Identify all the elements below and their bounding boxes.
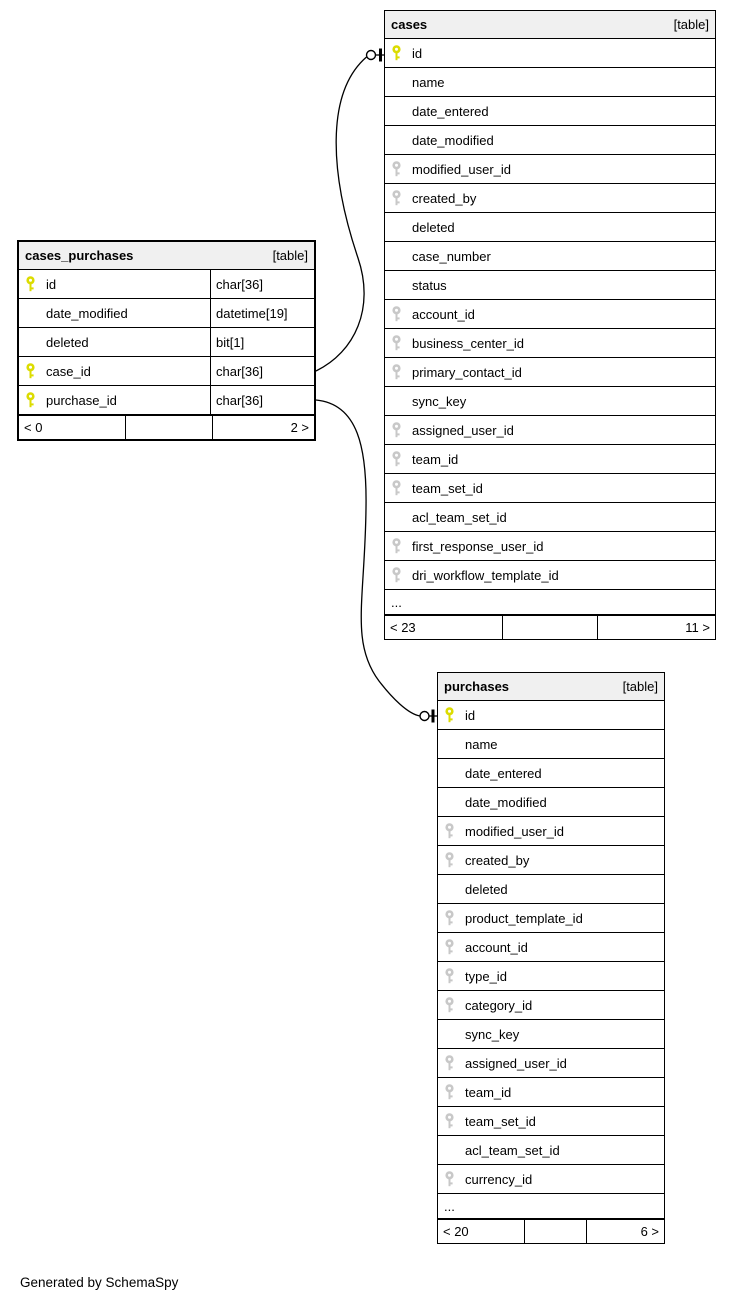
- column-rows: [19, 270, 314, 415]
- foreign-key-icon: [391, 422, 402, 438]
- column-name: first_response_user_id: [412, 538, 544, 554]
- column-name: acl_team_set_id: [465, 1142, 560, 1158]
- column-row-purchase_id: [19, 386, 314, 415]
- related-count-left: < 23: [390, 620, 416, 635]
- foreign-key-icon: [444, 852, 455, 868]
- key-icon-cell: [19, 363, 44, 379]
- column-name-cell: [438, 730, 664, 758]
- column-name-cell: [19, 299, 210, 327]
- table-name: cases_purchases: [25, 248, 134, 263]
- key-icon-cell: [438, 939, 463, 955]
- column-name-cell: [438, 1078, 664, 1106]
- column-name: id: [412, 45, 423, 61]
- foreign-key-icon: [391, 161, 402, 177]
- column-name: status: [412, 277, 447, 293]
- column-rows: [438, 701, 664, 1219]
- column-name: date_modified: [412, 132, 494, 148]
- column-name-cell: [438, 1020, 664, 1048]
- table-cases[interactable]: [384, 10, 716, 640]
- column-row-case_number: [385, 242, 715, 271]
- foreign-key-icon: [444, 823, 455, 839]
- key-icon-cell: [438, 852, 463, 868]
- column-row-account_id: [438, 933, 664, 962]
- column-name-cell: [438, 962, 664, 990]
- column-row-team_set_id: [438, 1107, 664, 1136]
- primary-key-icon: [25, 363, 36, 379]
- column-name-cell: [385, 184, 715, 212]
- table-header[interactable]: [385, 11, 715, 39]
- column-name-cell: [19, 328, 210, 356]
- key-icon-cell: [385, 364, 410, 380]
- column-name-cell: [385, 300, 715, 328]
- table-purchases[interactable]: [437, 672, 665, 1244]
- column-name-cell: [438, 846, 664, 874]
- column-row-currency_id: [438, 1165, 664, 1194]
- column-name-cell: [385, 39, 715, 67]
- footer-middle-cell: [524, 1220, 586, 1243]
- column-row-first_response_user_id: [385, 532, 715, 561]
- column-name-cell: [19, 357, 210, 385]
- column-name: date_entered: [412, 103, 489, 119]
- key-icon-cell: [438, 1171, 463, 1187]
- column-row-acl_team_set_id: [438, 1136, 664, 1165]
- column-name-cell: [385, 271, 715, 299]
- key-icon-cell: [385, 567, 410, 583]
- column-name-cell: [385, 416, 715, 444]
- column-row-id: [438, 701, 664, 730]
- zero-cardinality-icon: [420, 712, 429, 721]
- key-icon-cell: [438, 1084, 463, 1100]
- foreign-key-icon: [391, 451, 402, 467]
- column-name: deleted: [412, 219, 455, 235]
- key-icon-cell: [385, 451, 410, 467]
- column-row-name: [385, 68, 715, 97]
- column-name-cell: [438, 1165, 664, 1193]
- table-header[interactable]: [19, 242, 314, 270]
- table-header[interactable]: [438, 673, 664, 701]
- column-name: business_center_id: [412, 335, 525, 351]
- key-icon-cell: [385, 422, 410, 438]
- column-name-cell: [385, 358, 715, 386]
- zero-cardinality-icon: [367, 51, 376, 60]
- column-type: bit[1]: [210, 328, 314, 356]
- column-name-cell: [385, 242, 715, 270]
- column-name: type_id: [465, 968, 507, 984]
- key-icon-cell: [385, 480, 410, 496]
- related-count-left: < 0: [24, 420, 43, 435]
- footer-middle-cell: [502, 616, 597, 639]
- key-icon-cell: [438, 968, 463, 984]
- column-name-cell: [438, 1136, 664, 1164]
- table-cases-purchases[interactable]: [17, 240, 316, 441]
- key-icon-cell: [385, 538, 410, 554]
- table-footer: [385, 615, 715, 639]
- column-row-sync_key: [438, 1020, 664, 1049]
- column-name: id: [46, 276, 57, 292]
- column-name: assigned_user_id: [412, 422, 514, 438]
- column-name-cell: [385, 561, 715, 589]
- column-name: date_modified: [465, 794, 547, 810]
- table-footer: [19, 415, 314, 439]
- column-name: created_by: [412, 190, 477, 206]
- column-row-acl_team_set_id: [385, 503, 715, 532]
- column-name: team_id: [412, 451, 459, 467]
- column-row-modified_user_id: [385, 155, 715, 184]
- column-name-cell: [19, 270, 210, 298]
- column-row-team_id: [385, 445, 715, 474]
- column-name-cell: [385, 387, 715, 415]
- column-name-cell: [438, 759, 664, 787]
- column-name: assigned_user_id: [465, 1055, 567, 1071]
- column-row-deleted: [438, 875, 664, 904]
- column-name-cell: [385, 155, 715, 183]
- key-icon-cell: [19, 276, 44, 292]
- column-name: acl_team_set_id: [412, 509, 507, 525]
- column-name: sync_key: [465, 1026, 520, 1042]
- column-row-team_id: [438, 1078, 664, 1107]
- primary-key-icon: [25, 276, 36, 292]
- related-count-left: < 20: [443, 1224, 469, 1239]
- column-name: dri_workflow_template_id: [412, 567, 559, 583]
- foreign-key-icon: [444, 939, 455, 955]
- column-name: modified_user_id: [412, 161, 512, 177]
- column-name: date_entered: [465, 765, 542, 781]
- column-row-assigned_user_id: [385, 416, 715, 445]
- column-row-created_by: [385, 184, 715, 213]
- column-name-cell: [385, 329, 715, 357]
- column-row-primary_contact_id: [385, 358, 715, 387]
- key-icon-cell: [438, 910, 463, 926]
- column-row-assigned_user_id: [438, 1049, 664, 1078]
- column-name-cell: [385, 213, 715, 241]
- column-name: team_id: [465, 1084, 512, 1100]
- column-name-cell: [385, 445, 715, 473]
- table-type-label: [table]: [673, 17, 709, 32]
- foreign-key-icon: [444, 910, 455, 926]
- column-name: modified_user_id: [465, 823, 565, 839]
- column-type: char[36]: [210, 357, 314, 385]
- column-name: product_template_id: [465, 910, 583, 926]
- column-row-name: [438, 730, 664, 759]
- key-icon-cell: [438, 1055, 463, 1071]
- foreign-key-icon: [391, 538, 402, 554]
- table-type-label: [table]: [272, 248, 308, 263]
- foreign-key-icon: [391, 480, 402, 496]
- column-name: case_number: [412, 248, 491, 264]
- column-row-business_center_id: [385, 329, 715, 358]
- column-name: account_id: [465, 939, 528, 955]
- column-name-cell: [438, 817, 664, 845]
- key-icon-cell: [438, 707, 463, 723]
- column-name-cell: [438, 701, 664, 729]
- column-row-team_set_id: [385, 474, 715, 503]
- column-name-cell: [385, 97, 715, 125]
- column-row-product_template_id: [438, 904, 664, 933]
- column-row-modified_user_id: [438, 817, 664, 846]
- foreign-key-icon: [391, 335, 402, 351]
- column-name-cell: [385, 68, 715, 96]
- key-icon-cell: [19, 392, 44, 408]
- key-icon-cell: [385, 190, 410, 206]
- column-name: sync_key: [412, 393, 467, 409]
- column-name: team_set_id: [465, 1113, 536, 1129]
- column-name: case_id: [46, 363, 91, 379]
- column-row-more: [438, 1194, 664, 1219]
- column-name: account_id: [412, 306, 475, 322]
- column-name: deleted: [465, 881, 508, 897]
- column-name-cell: [438, 788, 664, 816]
- column-name-cell: [385, 474, 715, 502]
- column-name: team_set_id: [412, 480, 483, 496]
- foreign-key-icon: [444, 968, 455, 984]
- column-name: ...: [391, 594, 402, 610]
- column-name-cell: [438, 904, 664, 932]
- column-row-sync_key: [385, 387, 715, 416]
- foreign-key-icon: [444, 1084, 455, 1100]
- table-footer: [438, 1219, 664, 1243]
- generator-note: Generated by SchemaSpy: [20, 1275, 179, 1290]
- column-name-cell: [19, 386, 210, 414]
- column-row-case_id: [19, 357, 314, 386]
- column-row-dri_workflow_template_id: [385, 561, 715, 590]
- column-name: id: [465, 707, 476, 723]
- column-name-cell: [438, 875, 664, 903]
- column-type: char[36]: [210, 270, 314, 298]
- column-row-status: [385, 271, 715, 300]
- column-type: datetime[19]: [210, 299, 314, 327]
- foreign-key-icon: [444, 997, 455, 1013]
- table-name: purchases: [444, 679, 510, 694]
- column-name: category_id: [465, 997, 533, 1013]
- table-type-label: [table]: [622, 679, 658, 694]
- column-row-date_modified: [385, 126, 715, 155]
- key-icon-cell: [385, 45, 410, 61]
- table-name: cases: [391, 17, 428, 32]
- column-row-date_entered: [385, 97, 715, 126]
- primary-key-icon: [25, 392, 36, 408]
- column-row-created_by: [438, 846, 664, 875]
- column-row-deleted: [385, 213, 715, 242]
- key-icon-cell: [438, 997, 463, 1013]
- column-row-id: [19, 270, 314, 299]
- foreign-key-icon: [444, 1171, 455, 1187]
- column-name-cell: [385, 126, 715, 154]
- foreign-key-icon: [391, 364, 402, 380]
- key-icon-cell: [385, 161, 410, 177]
- column-row-type_id: [438, 962, 664, 991]
- relationship-case-id-to-cases: [316, 49, 384, 372]
- column-name: ...: [444, 1198, 455, 1214]
- foreign-key-icon: [391, 306, 402, 322]
- column-type: char[36]: [210, 386, 314, 414]
- column-name: name: [412, 74, 445, 90]
- column-rows: [385, 39, 715, 615]
- key-icon-cell: [385, 335, 410, 351]
- column-row-id: [385, 39, 715, 68]
- column-name: date_modified: [46, 305, 128, 321]
- related-count-right: 11 >: [597, 616, 715, 639]
- key-icon-cell: [438, 1113, 463, 1129]
- column-row-date_entered: [438, 759, 664, 788]
- foreign-key-icon: [391, 567, 402, 583]
- column-name-cell: [385, 590, 715, 614]
- key-icon-cell: [385, 306, 410, 322]
- primary-key-icon: [444, 707, 455, 723]
- column-row-more: [385, 590, 715, 615]
- column-row-date_modified: [19, 299, 314, 328]
- primary-key-icon: [391, 45, 402, 61]
- column-name: deleted: [46, 334, 89, 350]
- foreign-key-icon: [444, 1113, 455, 1129]
- key-icon-cell: [438, 823, 463, 839]
- foreign-key-icon: [444, 1055, 455, 1071]
- column-name: name: [465, 736, 498, 752]
- related-count-right: 6 >: [586, 1220, 664, 1243]
- column-name-cell: [438, 933, 664, 961]
- column-name: primary_contact_id: [412, 364, 522, 380]
- column-row-deleted: [19, 328, 314, 357]
- column-row-date_modified: [438, 788, 664, 817]
- foreign-key-icon: [391, 190, 402, 206]
- column-name-cell: [438, 1049, 664, 1077]
- column-name-cell: [385, 503, 715, 531]
- column-name-cell: [438, 1107, 664, 1135]
- column-row-account_id: [385, 300, 715, 329]
- column-name-cell: [438, 1194, 664, 1218]
- column-name-cell: [438, 991, 664, 1019]
- column-name-cell: [385, 532, 715, 560]
- column-name: created_by: [465, 852, 530, 868]
- column-row-category_id: [438, 991, 664, 1020]
- footer-middle-cell: [125, 416, 212, 439]
- related-count-right: 2 >: [212, 416, 314, 439]
- column-name: currency_id: [465, 1171, 533, 1187]
- column-name: purchase_id: [46, 392, 117, 408]
